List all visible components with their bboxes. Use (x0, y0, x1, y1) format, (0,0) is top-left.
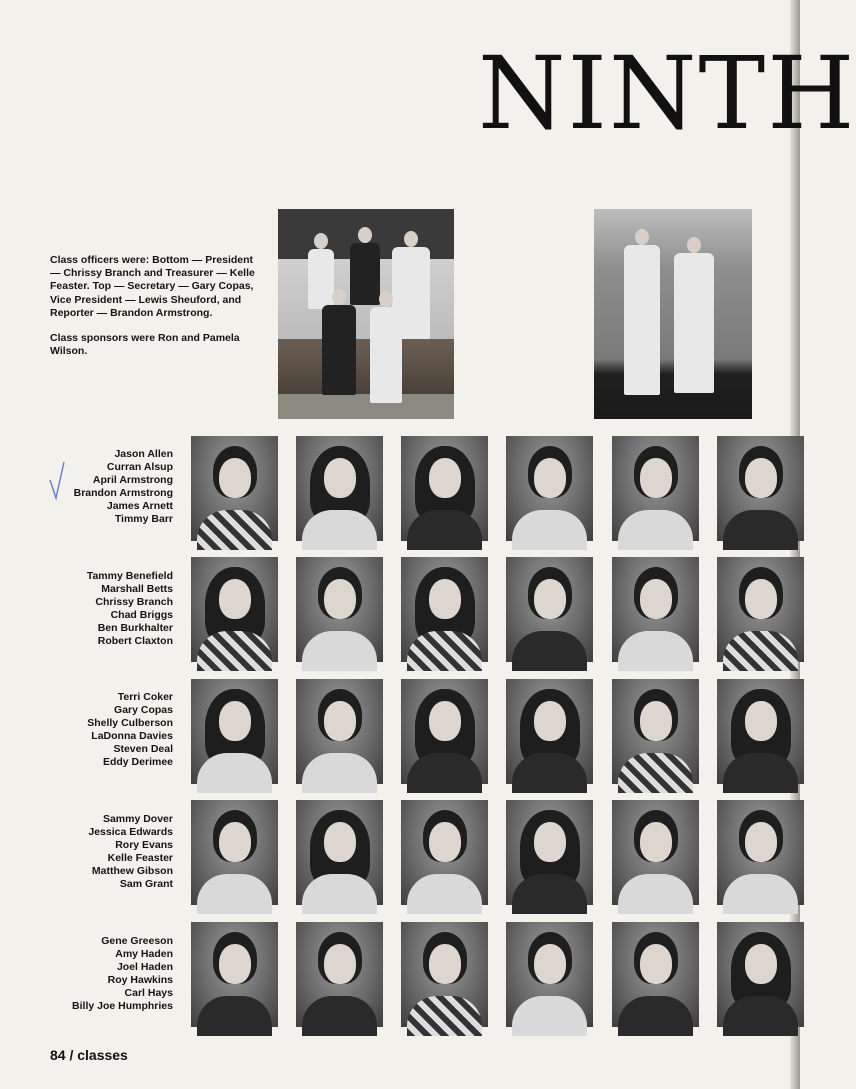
student-name: Kelle Feaster (107, 852, 173, 864)
student-portrait (401, 436, 488, 541)
photo-caption (50, 254, 264, 370)
page-title: NINTH (478, 35, 856, 152)
student-portrait (506, 679, 593, 784)
student-name: Billy Joe Humphries (72, 1000, 173, 1012)
student-name: LaDonna Davies (91, 730, 173, 742)
student-portrait (191, 557, 278, 662)
student-portrait (191, 679, 278, 784)
student-portrait (401, 922, 488, 1027)
student-portrait (717, 679, 804, 784)
student-portrait (717, 922, 804, 1027)
student-name: Timmy Barr (114, 513, 173, 525)
row-1-names (40, 448, 173, 526)
student-portrait (191, 800, 278, 905)
student-portrait (612, 922, 699, 1027)
student-portrait (612, 679, 699, 784)
student-portrait (296, 436, 383, 541)
student-name: Carl Hays (124, 987, 173, 999)
student-name: Gary Copas (114, 704, 173, 716)
student-name: James Arnett (106, 500, 173, 512)
student-portrait (296, 679, 383, 784)
row-2-names (40, 570, 173, 648)
student-portrait (612, 557, 699, 662)
class-sponsors-photo (594, 209, 752, 419)
student-portrait (717, 800, 804, 905)
student-portrait (191, 436, 278, 541)
student-portrait (612, 436, 699, 541)
student-portrait (717, 557, 804, 662)
student-portrait (296, 557, 383, 662)
student-name: Gene Greeson (101, 935, 173, 947)
student-portrait (506, 557, 593, 662)
student-portrait (506, 922, 593, 1027)
student-name: Sammy Dover (102, 813, 173, 825)
student-portrait (296, 922, 383, 1027)
student-name: Robert Claxton (97, 635, 173, 647)
student-name: April Armstrong (92, 474, 173, 486)
student-portrait (612, 800, 699, 905)
student-portrait (506, 800, 593, 905)
student-portrait (296, 800, 383, 905)
student-name: Jason Allen (114, 448, 173, 460)
student-name: Chad Briggs (110, 609, 173, 621)
student-name: Curran Alsup (106, 461, 173, 473)
student-name: Marshall Betts (101, 583, 173, 595)
student-name: Tammy Benefield (86, 570, 173, 582)
page-folio: 84 / classes (50, 1047, 128, 1063)
student-name: Amy Haden (115, 948, 173, 960)
student-name: Brandon Armstrong (73, 487, 173, 499)
student-portrait (506, 436, 593, 541)
row-3-names (40, 691, 173, 769)
student-name: Steven Deal (113, 743, 173, 755)
student-name: Sam Grant (119, 878, 173, 890)
sponsors-caption: Class sponsors were Ron and Pamela Wilson. (50, 332, 240, 358)
student-name: Rory Evans (115, 839, 173, 851)
student-portrait (401, 557, 488, 662)
class-officers-photo (278, 209, 454, 419)
row-5-names (40, 935, 173, 1013)
student-name: Jessica Edwards (88, 826, 173, 838)
row-4-names (40, 813, 173, 891)
student-portrait (191, 922, 278, 1027)
student-portrait (401, 800, 488, 905)
student-name: Roy Hawkins (107, 974, 173, 986)
student-name: Eddy Derimee (102, 756, 173, 768)
student-name: Terri Coker (117, 691, 173, 703)
student-name: Matthew Gibson (91, 865, 173, 877)
student-portrait (717, 436, 804, 541)
officers-caption: Class officers were: Bottom — President — Chrissy Branch and Treasurer — Kelle Feaster. Top — Secretary — Gary Copas, Vice President — Lewis Sheuford, and Reporter — Brandon Armstrong. (50, 254, 255, 319)
student-name: Shelly Culberson (87, 717, 173, 729)
student-name: Chrissy Branch (95, 596, 173, 608)
student-name: Ben Burkhalter (97, 622, 173, 634)
student-portrait (401, 679, 488, 784)
student-name: Joel Haden (116, 961, 173, 973)
